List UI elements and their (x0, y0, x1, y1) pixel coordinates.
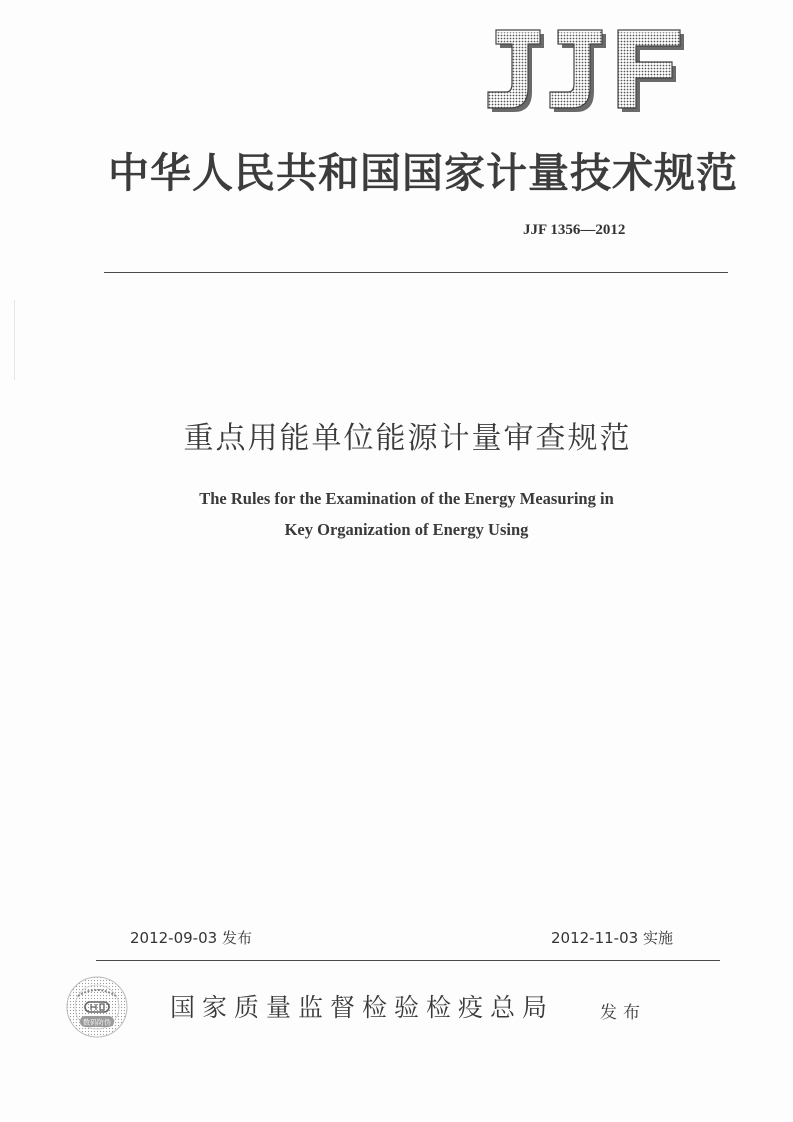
publish-date: 2012-09-03 发布 (130, 929, 252, 947)
issuing-authority: 国家质量监督检验检疫总局 (170, 993, 555, 1022)
seal-text: 数码防伪 (83, 1018, 111, 1027)
standard-category-title: 中华人民共和国国家计量技术规范 (108, 149, 738, 197)
issuer-suffix: 发布 (600, 1003, 646, 1023)
footer-divider (96, 960, 720, 961)
document-title-english-line-1: The Rules for the Examination of the Energy Measuring in (199, 489, 614, 508)
document-title-english-line-2: Key Organization of Energy Using (284, 520, 529, 539)
document-title-chinese: 重点用能单位能源计量审查规范 (183, 421, 632, 456)
scan-edge-mark (14, 300, 15, 380)
anti-counterfeit-seal-icon (66, 976, 128, 1038)
header-divider (104, 272, 728, 273)
jjf-logo-icon (482, 28, 688, 120)
standard-number: JJF 1356—2012 (523, 222, 626, 238)
implementation-date: 2012-11-03 实施 (551, 929, 673, 947)
